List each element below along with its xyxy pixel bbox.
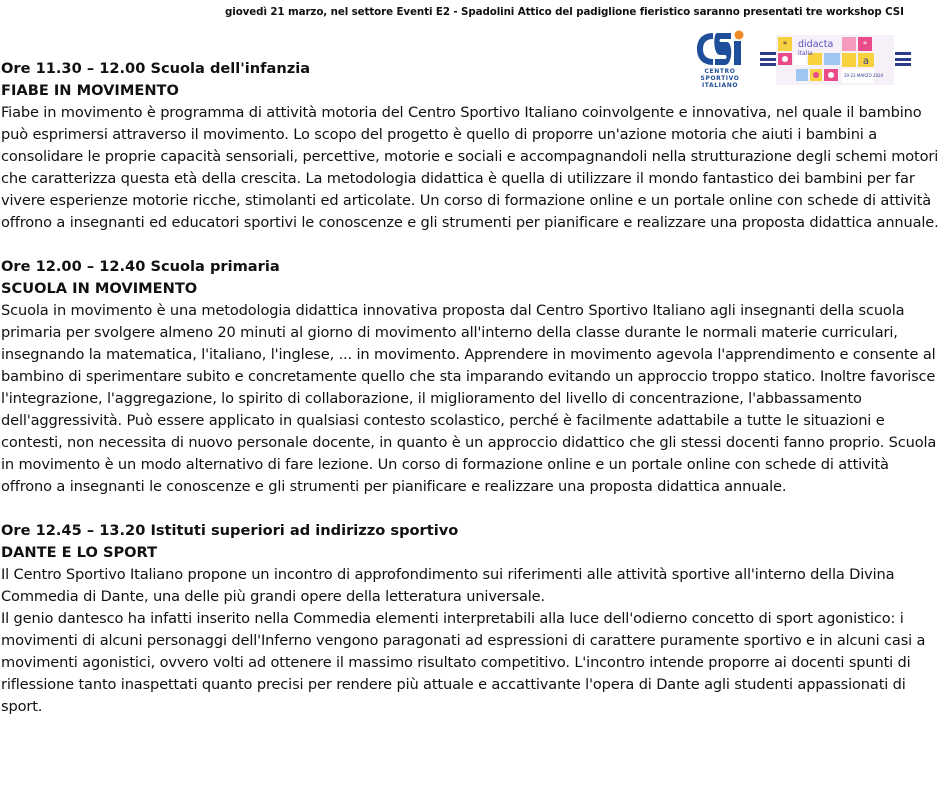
svg-text:a: a — [862, 56, 870, 67]
svg-text:*: * — [783, 40, 787, 49]
workshop-section — [1, 256, 940, 498]
workshop-description: Il genio dantesco ha infatti inserito nella Commedia elementi interpretabili alla luce dell'odierno concetto di sport agonistico: i movimenti di alcuni personaggi dell'Inferno vengono paragonati ad espressioni di carattere puramente sportivo e in alcuni casi a movimenti agonistici, ovvero volti ad ottenere il massimo risultato competitivo. L'incontro intende proporre ai docenti spunti di riflessione tanto inaspettati quanto precisi per rendere più attuale e accattivante l'opera di Dante agli studenti appassionati di sport. — [1, 610, 926, 715]
csi-logo-caption: CENTRO SPORTIVO ITALIANO — [700, 68, 740, 89]
workshop-description: Scuola in movimento è una metodologia didattica innovativa proposta dal Centro Sportivo Italiano agli insegnanti della scuola primaria per svolgere almeno 20 minuti al giorno di movimento all'interno della classe durante le normali materie curriculari, insegnando la matematica, l'italiano, l'inglese, ... in movimento. Apprendere in movimento agevola l'apprendimento e consente al bambino di sperimentare subito e concretamente quello che sta imparando evitando un approccio troppo statico. Inoltre favorisce l'integrazione, l'aggregazione, lo spirito di collaborazione, il miglioramento del livello di concentrazione, l'abbassamento dell'aggressività. Può essere applicato in qualsiasi contesto scolastico, perché è facilmente adattabile a tutte le situazioni e contesti, non necessita di nuovo personale docente, in quanto è un approccio didattico che gli stessi docenti fanno proprio. Scuola in movimento è un modo alternativo di fare lezione. Un corso di formazione online e un portale online con schede di attività offrono a insegnanti le conoscenze e gli strumenti per pianificare e realizzare una proposta didattica annuale. — [1, 302, 937, 495]
workshop-time: Ore 12.45 – 13.20 Istituti superiori ad indirizzo sportivo — [1, 522, 459, 539]
workshop-list — [1, 58, 940, 740]
svg-text:italia: italia — [798, 50, 813, 57]
workshop-description: Il Centro Sportivo Italiano propone un incontro di approfondimento sui riferimenti alle attività sportive all'interno della Divina Commedia di Dante, una delle più grandi opere della letteratura universale. — [1, 566, 895, 605]
workshop-title: SCUOLA IN MOVIMENTO — [1, 280, 198, 297]
svg-text:didacta: didacta — [798, 39, 834, 50]
workshop-title: FIABE IN MOVIMENTO — [1, 82, 179, 99]
workshop-description: Fiabe in movimento è programma di attività motoria del Centro Sportivo Italiano coinvolgente e innovativa, nel quale il bambino può esprimersi attraverso il movimento. Lo scopo del progetto è quello di proporre un'azione motoria che aiuti i bambini a consolidare le proprie capacità sensoriali, percettive, motorie e sociali e accompagnandoli nella strutturazione degli schemi motori che caratterizza questa età della crescita. La metodologia didattica è quella di utilizzare il mondo fantastico dei bambini per far vivere esperienze motorie ricche, stimolanti ed articolate. Un corso di formazione online e un portale online con schede di attività offrono a insegnanti ed educatori sportivi le conoscenze e gli strumenti per pianificare e realizzare una proposta didattica annuale. — [1, 104, 939, 231]
workshop-time: Ore 11.30 – 12.00 Scuola dell'infanzia — [1, 60, 311, 77]
workshop-time: Ore 12.00 – 12.40 Scuola primaria — [1, 258, 280, 275]
svg-text:*: * — [863, 40, 867, 49]
workshop-section — [1, 58, 940, 234]
workshop-section — [1, 520, 940, 718]
workshop-title: DANTE E LO SPORT — [1, 544, 158, 561]
event-announcement: giovedì 21 marzo, nel settore Eventi E2 - Spadolini Attico del padiglione fieristico saranno presentati tre workshop CSI — [225, 6, 904, 18]
svg-text:20-22 MARZO 2024: 20-22 MARZO 2024 — [844, 73, 884, 78]
